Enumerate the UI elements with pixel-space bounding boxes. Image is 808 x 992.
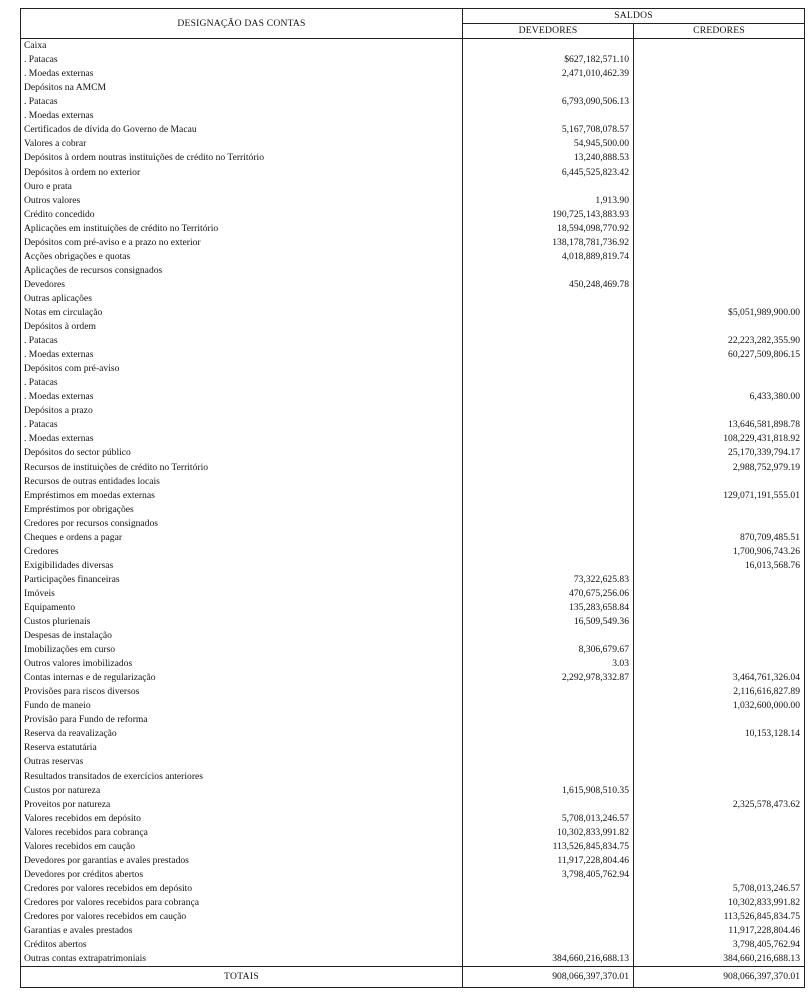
debit-value: 8,306,679.67 — [463, 643, 634, 657]
table-row — [21, 629, 805, 643]
debit-value — [463, 306, 634, 320]
debit-value — [463, 559, 634, 573]
debit-value — [463, 475, 634, 489]
balance-sheet — [20, 8, 804, 988]
table-row — [21, 292, 805, 306]
debit-value — [463, 362, 634, 376]
account-name: Valores recebidos para cobrança — [21, 826, 463, 840]
debit-value: 5,708,013,246.57 — [463, 812, 634, 826]
debit-value: 3.03 — [463, 657, 634, 671]
account-name: . Moedas externas — [21, 390, 463, 404]
account-name: Acções obrigações e quotas — [21, 250, 463, 264]
credit-value — [634, 854, 805, 868]
account-name: Devedores — [21, 278, 463, 292]
credit-value — [634, 770, 805, 784]
account-name: Credores por valores recebidos em depósito — [21, 882, 463, 896]
account-name: Aplicações de recursos consignados — [21, 264, 463, 278]
table-row — [21, 812, 805, 826]
table-row — [21, 952, 805, 967]
account-name: . Patacas — [21, 95, 463, 109]
debit-value — [463, 741, 634, 755]
account-name: Participações financeiras — [21, 573, 463, 587]
debit-value — [463, 531, 634, 545]
table-row — [21, 264, 805, 278]
table-row — [21, 446, 805, 460]
credit-value — [634, 194, 805, 208]
debit-value: 384,660,216,688.13 — [463, 952, 634, 967]
debit-value — [463, 713, 634, 727]
table-row — [21, 741, 805, 755]
table-row — [21, 67, 805, 81]
account-name: Valores recebidos em caução — [21, 840, 463, 854]
table-row — [21, 938, 805, 952]
debit-value: 113,526,845,834.75 — [463, 840, 634, 854]
accounts-table — [20, 8, 805, 988]
table-row — [21, 615, 805, 629]
debit-value — [463, 461, 634, 475]
debit-value: 16,509,549.36 — [463, 615, 634, 629]
account-name: Contas internas e de regularização — [21, 671, 463, 685]
account-name: Aplicações em instituições de crédito no Território — [21, 222, 463, 236]
table-row — [21, 868, 805, 882]
table-row — [21, 854, 805, 868]
account-name: . Patacas — [21, 376, 463, 390]
debit-value — [463, 798, 634, 812]
table-row — [21, 531, 805, 545]
credit-value — [634, 629, 805, 643]
designation-header: DESIGNAÇÃO DAS CONTAS — [21, 9, 463, 39]
credit-value: 870,709,485.51 — [634, 531, 805, 545]
totals-label: TOTAIS — [21, 967, 463, 988]
table-row — [21, 362, 805, 376]
table-row — [21, 404, 805, 418]
credit-value — [634, 151, 805, 165]
credit-value — [634, 123, 805, 137]
credit-value — [634, 755, 805, 769]
credit-value — [634, 784, 805, 798]
account-name: Reserva da reavalização — [21, 727, 463, 741]
table-row — [21, 151, 805, 165]
debit-value: 2,292,978,332.87 — [463, 671, 634, 685]
totals-debit: 908,066,397,370.01 — [463, 967, 634, 988]
account-name: Custos plurienais — [21, 615, 463, 629]
debit-value — [463, 896, 634, 910]
table-row — [21, 503, 805, 517]
credit-value — [634, 601, 805, 615]
account-name: Outras reservas — [21, 755, 463, 769]
credit-value — [634, 264, 805, 278]
table-row — [21, 53, 805, 67]
credit-value — [634, 587, 805, 601]
debit-value: 6,793,090,506.13 — [463, 95, 634, 109]
table-row — [21, 545, 805, 559]
debit-value: 138,178,781,736.92 — [463, 236, 634, 250]
table-row — [21, 643, 805, 657]
account-name: Provisão para Fundo de reforma — [21, 713, 463, 727]
table-row — [21, 39, 805, 54]
credit-value — [634, 236, 805, 250]
credit-value: 60,227,509,806.15 — [634, 348, 805, 362]
account-name: Recursos de outras entidades locais — [21, 475, 463, 489]
account-name: Caixa — [21, 39, 463, 54]
table-row — [21, 601, 805, 615]
table-row — [21, 573, 805, 587]
credit-value: 6,433,380.00 — [634, 390, 805, 404]
debit-value: 5,167,708,078.57 — [463, 123, 634, 137]
table-row — [21, 334, 805, 348]
account-name: Depósitos do sector público — [21, 446, 463, 460]
credit-value: 113,526,845,834.75 — [634, 910, 805, 924]
table-row — [21, 784, 805, 798]
account-name: Credores — [21, 545, 463, 559]
table-row — [21, 95, 805, 109]
debit-value — [463, 320, 634, 334]
debit-value: 190,725,143,883.93 — [463, 208, 634, 222]
credit-value: 108,229,431,818.92 — [634, 432, 805, 446]
credit-value: 2,325,578,473.62 — [634, 798, 805, 812]
table-row — [21, 222, 805, 236]
debit-value — [463, 503, 634, 517]
account-name: Credores por valores recebidos para cobrança — [21, 896, 463, 910]
credit-value: 3,464,761,326.04 — [634, 671, 805, 685]
account-name: Notas em circulação — [21, 306, 463, 320]
debit-value — [463, 432, 634, 446]
table-row — [21, 587, 805, 601]
account-name: Credores por valores recebidos em caução — [21, 910, 463, 924]
credit-value — [634, 222, 805, 236]
credit-value — [634, 713, 805, 727]
account-name: Depósitos à ordem no exterior — [21, 166, 463, 180]
debit-value — [463, 264, 634, 278]
debit-value — [463, 489, 634, 503]
account-name: Empréstimos em moedas externas — [21, 489, 463, 503]
table-row — [21, 896, 805, 910]
account-name: Cheques e ordens a pagar — [21, 531, 463, 545]
credit-value — [634, 95, 805, 109]
table-row — [21, 278, 805, 292]
account-name: Depósitos com pré-aviso e a prazo no exterior — [21, 236, 463, 250]
account-name: Créditos abertos — [21, 938, 463, 952]
table-row — [21, 727, 805, 741]
credit-value: 3,798,405,762.94 — [634, 938, 805, 952]
credit-value — [634, 166, 805, 180]
account-name: Fundo de maneio — [21, 699, 463, 713]
debit-value — [463, 924, 634, 938]
account-name: Valores a cobrar — [21, 137, 463, 151]
credit-value — [634, 53, 805, 67]
credit-value: 2,116,616,827.89 — [634, 685, 805, 699]
credit-value: $5,051,989,900.00 — [634, 306, 805, 320]
table-row — [21, 770, 805, 784]
account-name: . Moedas externas — [21, 348, 463, 362]
debit-value — [463, 699, 634, 713]
credit-value — [634, 180, 805, 194]
credores-header: CREDORES — [634, 24, 805, 39]
debit-value: 10,302,833,991.82 — [463, 826, 634, 840]
credit-value — [634, 39, 805, 54]
table-header — [21, 9, 805, 39]
table-row — [21, 671, 805, 685]
credit-value — [634, 741, 805, 755]
account-name: . Patacas — [21, 334, 463, 348]
debit-value — [463, 770, 634, 784]
table-row — [21, 109, 805, 123]
credit-value: 25,170,339,794.17 — [634, 446, 805, 460]
credit-value — [634, 812, 805, 826]
account-name: . Patacas — [21, 53, 463, 67]
table-row — [21, 320, 805, 334]
table-row — [21, 390, 805, 404]
credit-value: 22,223,282,355.90 — [634, 334, 805, 348]
debit-value: 450,248,469.78 — [463, 278, 634, 292]
account-name: Ouro e prata — [21, 180, 463, 194]
credit-value — [634, 643, 805, 657]
account-name: Exigibilidades diversas — [21, 559, 463, 573]
debit-value — [463, 390, 634, 404]
account-name: Provisões para riscos diversos — [21, 685, 463, 699]
debit-value — [463, 517, 634, 531]
credit-value — [634, 826, 805, 840]
account-name: Outros valores imobilizados — [21, 657, 463, 671]
credit-value: 1,032,600,000.00 — [634, 699, 805, 713]
credit-value: 1,700,906,743.26 — [634, 545, 805, 559]
credit-value — [634, 137, 805, 151]
credit-value: 5,708,013,246.57 — [634, 882, 805, 896]
debit-value — [463, 685, 634, 699]
debit-value — [463, 446, 634, 460]
credit-value — [634, 292, 805, 306]
saldos-header: SALDOS — [463, 9, 805, 24]
account-name: Depósitos com pré-aviso — [21, 362, 463, 376]
debit-value — [463, 418, 634, 432]
debit-value: 6,445,525,823.42 — [463, 166, 634, 180]
credit-value: 10,153,128.14 — [634, 727, 805, 741]
debit-value: 2,471,010,462.39 — [463, 67, 634, 81]
account-name: Depósitos na AMCM — [21, 81, 463, 95]
credit-value — [634, 404, 805, 418]
debit-value: 470,675,256.06 — [463, 587, 634, 601]
credit-value — [634, 475, 805, 489]
table-row — [21, 798, 805, 812]
table-row — [21, 123, 805, 137]
account-name: Valores recebidos em depósito — [21, 812, 463, 826]
table-row — [21, 755, 805, 769]
debit-value — [463, 629, 634, 643]
debit-value — [463, 910, 634, 924]
account-name: Proveitos por natureza — [21, 798, 463, 812]
debit-value — [463, 938, 634, 952]
debit-value — [463, 404, 634, 418]
account-name: Crédito concedido — [21, 208, 463, 222]
debit-value — [463, 727, 634, 741]
credit-value: 13,646,581,898.78 — [634, 418, 805, 432]
account-name: Outros valores — [21, 194, 463, 208]
account-name: Credores por recursos consignados — [21, 517, 463, 531]
debit-value: 13,240,888.53 — [463, 151, 634, 165]
account-name: Depósitos a prazo — [21, 404, 463, 418]
table-row — [21, 432, 805, 446]
credit-value: 16,013,568.76 — [634, 559, 805, 573]
table-row — [21, 910, 805, 924]
table-row — [21, 475, 805, 489]
debit-value: 1,913.90 — [463, 194, 634, 208]
table-row — [21, 306, 805, 320]
table-row — [21, 461, 805, 475]
credit-value — [634, 278, 805, 292]
table-row — [21, 348, 805, 362]
debit-value — [463, 334, 634, 348]
debit-value: 73,322,625.83 — [463, 573, 634, 587]
account-name: Outras aplicações — [21, 292, 463, 306]
credit-value — [634, 615, 805, 629]
table-row — [21, 713, 805, 727]
account-name: Outras contas extrapatrimoniais — [21, 952, 463, 967]
credit-value — [634, 250, 805, 264]
debit-value — [463, 109, 634, 123]
table-row — [21, 208, 805, 222]
debit-value — [463, 882, 634, 896]
debit-value: $627,182,571.10 — [463, 53, 634, 67]
table-row — [21, 924, 805, 938]
debit-value — [463, 39, 634, 54]
table-row — [21, 137, 805, 151]
table-row — [21, 699, 805, 713]
account-name: Equipamento — [21, 601, 463, 615]
devedores-header: DEVEDORES — [463, 24, 634, 39]
table-row — [21, 180, 805, 194]
debit-value: 135,283,658.84 — [463, 601, 634, 615]
account-name: Empréstimos por obrigações — [21, 503, 463, 517]
debit-value — [463, 545, 634, 559]
account-name: Devedores por créditos abertos — [21, 868, 463, 882]
credit-value — [634, 67, 805, 81]
debit-value — [463, 376, 634, 390]
credit-value: 384,660,216,688.13 — [634, 952, 805, 967]
debit-value: 4,018,889,819.74 — [463, 250, 634, 264]
credit-value: 11,917,228,804.46 — [634, 924, 805, 938]
debit-value — [463, 755, 634, 769]
account-name: Depósitos à ordem noutras instituições de crédito no Território — [21, 151, 463, 165]
account-name: Certificados de dívida do Governo de Macau — [21, 123, 463, 137]
credit-value — [634, 376, 805, 390]
table-row — [21, 882, 805, 896]
account-name: . Moedas externas — [21, 432, 463, 446]
table-row — [21, 376, 805, 390]
account-name: . Moedas externas — [21, 109, 463, 123]
table-row — [21, 840, 805, 854]
debit-value: 54,945,500.00 — [463, 137, 634, 151]
totals-credit: 908,066,397,370.01 — [634, 967, 805, 988]
table-row — [21, 489, 805, 503]
account-name: Recursos de instituições de crédito no Território — [21, 461, 463, 475]
credit-value — [634, 109, 805, 123]
credit-value — [634, 868, 805, 882]
debit-value — [463, 180, 634, 194]
table-body — [21, 39, 805, 967]
credit-value: 129,071,191,555.01 — [634, 489, 805, 503]
account-name: . Patacas — [21, 418, 463, 432]
credit-value — [634, 840, 805, 854]
table-row — [21, 517, 805, 531]
credit-value — [634, 657, 805, 671]
account-name: Imóveis — [21, 587, 463, 601]
account-name: Resultados transitados de exercícios anteriores — [21, 770, 463, 784]
debit-value — [463, 348, 634, 362]
table-row — [21, 81, 805, 95]
credit-value — [634, 573, 805, 587]
credit-value: 10,302,833,991.82 — [634, 896, 805, 910]
table-row — [21, 236, 805, 250]
table-row — [21, 194, 805, 208]
debit-value: 3,798,405,762.94 — [463, 868, 634, 882]
account-name: . Moedas externas — [21, 67, 463, 81]
credit-value — [634, 81, 805, 95]
totals-row — [21, 967, 805, 988]
account-name: Imobilizações em curso — [21, 643, 463, 657]
table-row — [21, 418, 805, 432]
credit-value: 2,988,752,979.19 — [634, 461, 805, 475]
account-name: Reserva estatutária — [21, 741, 463, 755]
account-name: Garantias e avales prestados — [21, 924, 463, 938]
debit-value: 11,917,228,804.46 — [463, 854, 634, 868]
credit-value — [634, 208, 805, 222]
table-row — [21, 657, 805, 671]
table-row — [21, 250, 805, 264]
debit-value — [463, 81, 634, 95]
account-name: Depósitos à ordem — [21, 320, 463, 334]
table-row — [21, 826, 805, 840]
credit-value — [634, 503, 805, 517]
credit-value — [634, 320, 805, 334]
credit-value — [634, 517, 805, 531]
account-name: Custos por natureza — [21, 784, 463, 798]
table-row — [21, 559, 805, 573]
table-footer — [21, 967, 805, 988]
table-row — [21, 685, 805, 699]
debit-value: 18,594,098,770.92 — [463, 222, 634, 236]
table-row — [21, 166, 805, 180]
debit-value: 1,615,908,510.35 — [463, 784, 634, 798]
debit-value — [463, 292, 634, 306]
credit-value — [634, 362, 805, 376]
account-name: Devedores por garantias e avales prestados — [21, 854, 463, 868]
account-name: Despesas de instalação — [21, 629, 463, 643]
